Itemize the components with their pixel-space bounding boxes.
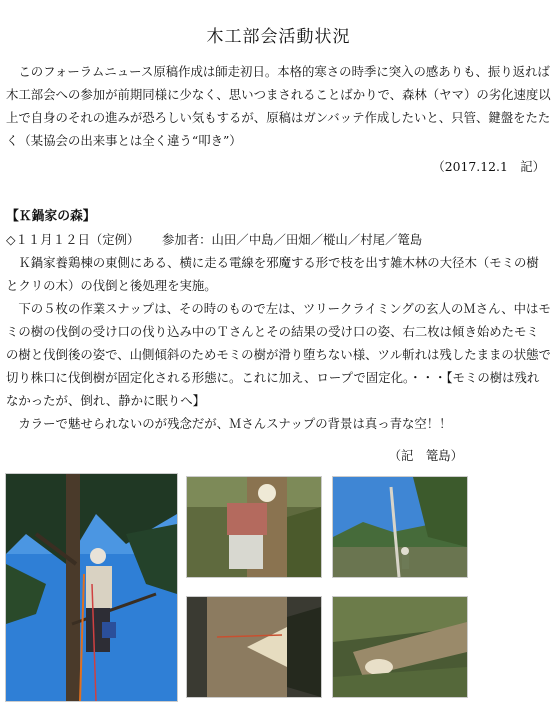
signature: （記 篭島） — [388, 448, 463, 463]
felled-tree-photo — [332, 596, 468, 698]
intro-paragraph: このフォーラムニュース原稿作成は師走初日。本格的寒さの時季に突入の感ありも、振り返れば木工部会への参加が前期同様に少なく、思いつまされることばかりで、森林（ヤマ）の劣化速度以上で自身のそれの進みが恐ろしい気もするが、原稿はガンバッテ作成したいと、只管、鍵盤をたたく（某協会の出来事とは全く違う“叩き”） — [6, 64, 551, 148]
leaning-tree-photo — [332, 476, 468, 578]
page-title: 木工部会活動状況 — [206, 27, 351, 47]
section-heading: 【Ｋ鍋家の森】 — [6, 209, 96, 224]
paragraph-2: 下の５枚の作業スナップは、その時のもので左は、ツリークライミングの玄人のＭさん、中はモミの樹の伐倒の受け口の伐り込み中のＴさんとその結果の受け口の姿、右二枚は傾き始めたモミの樹と伐倒後の姿で、山側傾斜のためモミの樹が滑り堕ちない様、ツル斬れは残したままの状態で切り株口に伐倒樹が固定化される形態に。これに加え、ロープで固定化。・・・【モミの樹は残れなかったが、倒れ、静かに眠りへ】 — [6, 301, 551, 408]
paragraph-3: カラーで魅せられないのが残念だが、Ｍさんスナップの背景は真っ青な空！！ — [18, 416, 452, 431]
tree-climbing-photo — [5, 473, 178, 702]
notch-cutting-photo — [186, 476, 322, 578]
date-note: （2017.12.1 記） — [432, 159, 545, 174]
notch-result-photo — [186, 596, 322, 698]
meeting-line: ◇１１月１２日（定例） 参加者：山田／中島／田畑／樅山／村尾／篭島 — [6, 232, 423, 247]
paragraph-1: Ｋ鍋家養鶏棟の東側にある、横に走る電線を邪魔する形で枝を出す雑木林の大径木（モミの樹とクリの木）の伐倒と後処理を実施。 — [6, 255, 539, 293]
